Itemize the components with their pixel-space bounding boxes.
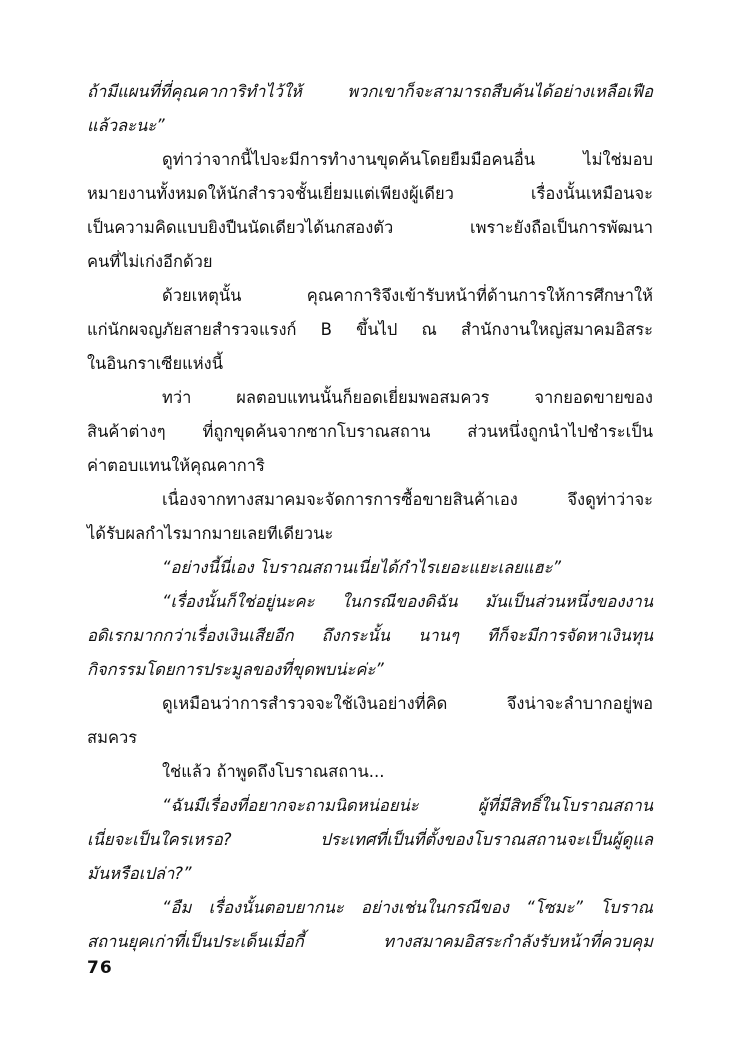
text-line-8: แก่นักผจญภัยสายสำรวจแรงก์ B ขึ้นไป ณ สำนักงานใหญ่สมาคมอิสระ: [87, 320, 653, 339]
text-line-5: เป็นความคิดแบบยิงปืนนัดเดียวได้นกสองตัว เพราะยังถือเป็นการพัฒนา: [87, 218, 653, 237]
text-line-19: ดูเหมือนว่าการสำรวจจะใช้เงินอย่างที่คิด จึงน่าจะลำบากอยู่พอ: [162, 694, 653, 713]
text-line-22: “ฉันมีเรื่องที่อยากจะถามนิดหน่อยน่ะ ผู้ที่มีสิทธิ์ในโบราณสถาน: [162, 796, 653, 815]
text-line-25: “อืม เรื่องนั้นตอบยากนะ อย่างเช่นในกรณีของ “โซมะ” โบราณ: [162, 898, 653, 917]
text-line-6: คนที่ไม่เก่งอีกด้วย: [87, 252, 213, 271]
text-line-24: มันหรือเปล่า?”: [87, 864, 192, 883]
text-line-7: ด้วยเหตุนั้น คุณคาการิจึงเข้ารับหน้าที่ด้านการให้การศึกษาให้: [162, 286, 653, 305]
page-number: 76: [87, 958, 113, 978]
text-line-26: สถานยุคเก่าที่เป็นประเด็นเมื่อกี้ ทางสมาคมอิสระกำลังรับหน้าที่ควบคุม: [87, 932, 653, 951]
text-line-15: “อย่างนี้นี่เอง โบราณสถานเนี่ยได้กำไรเยอะแยะเลยแฮะ”: [162, 558, 562, 577]
text-line-13: เนื่องจากทางสมาคมจะจัดการการซื้อขายสินค้าเอง จึงดูท่าว่าจะ: [162, 490, 653, 509]
text-line-14: ได้รับผลกำไรมากมายเลยทีเดียวนะ: [87, 524, 334, 543]
text-line-1: ถ้ามีแผนที่ที่คุณคาการิทำไว้ให้ พวกเขาก็จะสามารถสืบค้นได้อย่างเหลือเฟือ: [87, 82, 653, 101]
text-line-10: ทว่า ผลตอบแทนนั้นก็ยอดเยี่ยมพอสมควร จากยอดขายของ: [162, 388, 653, 407]
text-line-3: ดูท่าว่าจากนี้ไปจะมีการทำงานขุดค้นโดยยืมมือคนอื่น ไม่ใช่มอบ: [162, 150, 653, 169]
text-line-9: ในอินกราเซียแห่งนี้: [87, 354, 223, 373]
text-line-4: หมายงานทั้งหมดให้นักสำรวจชั้นเยี่ยมแต่เพียงผู้เดียว เรื่องนั้นเหมือนจะ: [87, 184, 653, 203]
text-line-12: ค่าตอบแทนให้คุณคาการิ: [87, 456, 265, 475]
text-line-23: เนี่ยจะเป็นใครเหรอ? ประเทศที่เป็นที่ตั้งของโบราณสถานจะเป็นผู้ดูแล: [87, 830, 653, 849]
text-line-21: ใช่แล้ว ถ้าพูดถึงโบราณสถาน...: [162, 762, 385, 781]
text-line-18: กิจกรรมโดยการประมูลของที่ขุดพบน่ะค่ะ”: [87, 660, 384, 679]
text-line-20: สมควร: [87, 728, 138, 747]
text-line-11: สินค้าต่างๆ ที่ถูกขุดค้นจากซากโบราณสถาน ส่วนหนึ่งถูกนำไปชำระเป็น: [87, 422, 653, 441]
page-text-block: [87, 75, 653, 959]
text-line-17: อดิเรกมากกว่าเรื่องเงินเสียอีก ถึงกระนั้น นานๆ ทีก็จะมีการจัดหาเงินทุน: [87, 626, 653, 645]
text-line-16: “เรื่องนั้นก็ใช่อยู่นะคะ ในกรณีของดิฉัน มันเป็นส่วนหนึ่งของงาน: [162, 592, 653, 611]
text-line-2: แล้วละนะ”: [87, 116, 165, 135]
